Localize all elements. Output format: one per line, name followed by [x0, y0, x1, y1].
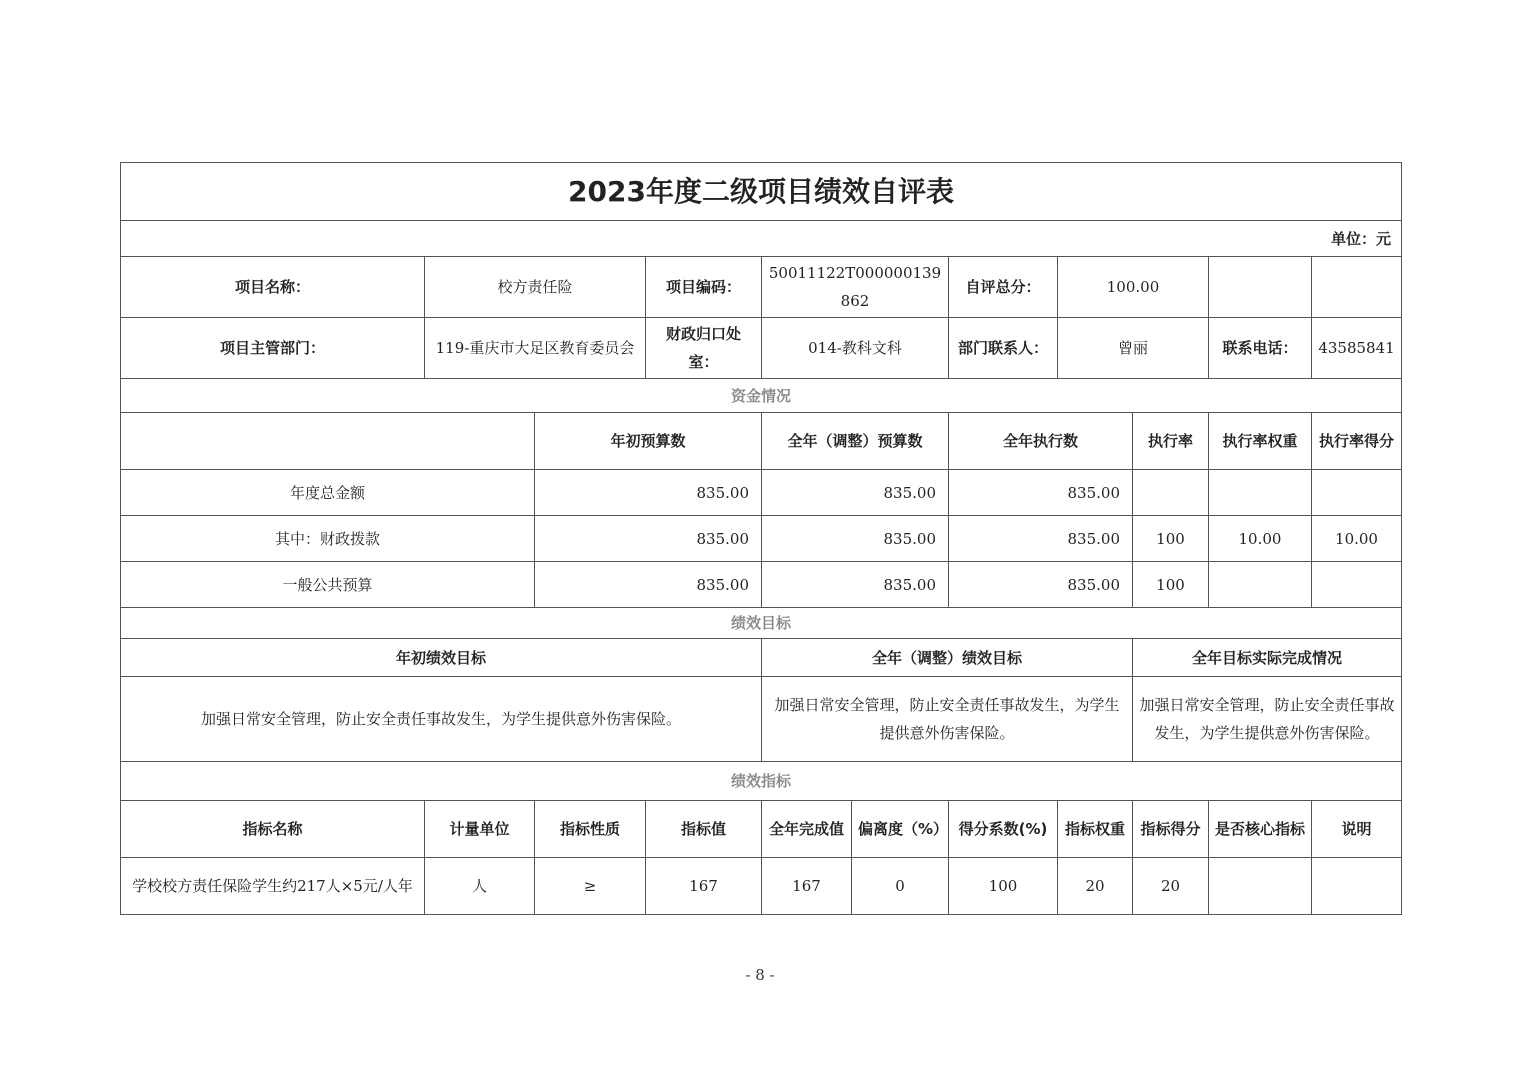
- indicator-name: 学校校方责任保险学生约217人×5元/人年: [121, 858, 425, 915]
- indicator-deviation: 0: [852, 858, 949, 915]
- funds-rate: 100: [1133, 562, 1209, 608]
- funds-weight: [1209, 562, 1312, 608]
- funds-header: 全年（调整）预算数: [762, 413, 949, 470]
- indicator-coef: 100: [949, 858, 1058, 915]
- funds-header: 年初预算数: [535, 413, 762, 470]
- goal-adjusted: 加强日常安全管理，防止安全责任事故发生，为学生提供意外伤害保险。: [762, 677, 1133, 762]
- funds-rate: [1133, 470, 1209, 516]
- indicator-actual: 167: [762, 858, 852, 915]
- indicator-header: 得分系数(%): [949, 801, 1058, 858]
- dept-label: 项目主管部门：: [121, 318, 425, 379]
- funds-row: [121, 516, 1402, 562]
- funds-score: [1312, 470, 1402, 516]
- office-value: 014-教科文科: [762, 318, 949, 379]
- funds-row-name: 一般公共预算: [121, 562, 535, 608]
- indicator-header: 说明: [1312, 801, 1402, 858]
- funds-row-name: 年度总金额: [121, 470, 535, 516]
- empty-cell: [1209, 257, 1312, 318]
- funds-adjusted: 835.00: [762, 516, 949, 562]
- indicator-weight: 20: [1058, 858, 1133, 915]
- goals-header-initial: 年初绩效目标: [121, 639, 762, 677]
- phone-value: 43585841: [1312, 318, 1402, 379]
- indicator-core: [1209, 858, 1312, 915]
- indicator-target: 167: [646, 858, 762, 915]
- indicator-header: 指标权重: [1058, 801, 1133, 858]
- project-code-value: 50011122T000000139862: [762, 257, 949, 318]
- indicator-header: 计量单位: [425, 801, 535, 858]
- office-label: 财政归口处室：: [646, 318, 762, 379]
- funds-section-title: 资金情况: [121, 379, 1402, 413]
- unit-label: 单位：元: [121, 221, 1402, 257]
- indicator-row: [121, 858, 1402, 915]
- funds-row: [121, 562, 1402, 608]
- funds-header: 执行率: [1133, 413, 1209, 470]
- funds-header-blank: [121, 413, 535, 470]
- project-name-label: 项目名称：: [121, 257, 425, 318]
- goals-header-actual: 全年目标实际完成情况: [1133, 639, 1402, 677]
- funds-adjusted: 835.00: [762, 562, 949, 608]
- funds-initial: 835.00: [535, 562, 762, 608]
- indicators-section-title: 绩效指标: [121, 762, 1402, 801]
- indicator-unit: 人: [425, 858, 535, 915]
- indicator-header: 偏离度（%）: [852, 801, 949, 858]
- funds-header: 执行率权重: [1209, 413, 1312, 470]
- indicator-header: 是否核心指标: [1209, 801, 1312, 858]
- empty-cell: [1312, 257, 1402, 318]
- page-title: 2023年度二级项目绩效自评表: [121, 163, 1402, 221]
- goals-section-title: 绩效目标: [121, 608, 1402, 639]
- goals-header-adjusted: 全年（调整）绩效目标: [762, 639, 1133, 677]
- indicator-note: [1312, 858, 1402, 915]
- funds-header: 执行率得分: [1312, 413, 1402, 470]
- contact-value: 曾丽: [1058, 318, 1209, 379]
- project-code-label: 项目编码：: [646, 257, 762, 318]
- goal-initial: 加强日常安全管理，防止安全责任事故发生，为学生提供意外伤害保险。: [121, 677, 762, 762]
- indicator-score: 20: [1133, 858, 1209, 915]
- funds-initial: 835.00: [535, 516, 762, 562]
- funds-executed: 835.00: [949, 516, 1133, 562]
- funds-adjusted: 835.00: [762, 470, 949, 516]
- indicator-header: 指标名称: [121, 801, 425, 858]
- indicator-nature: ≥: [535, 858, 646, 915]
- dept-value: 119-重庆市大足区教育委员会: [425, 318, 646, 379]
- funds-row-name: 其中：财政拨款: [121, 516, 535, 562]
- indicator-header: 全年完成值: [762, 801, 852, 858]
- self-evaluation-table: [120, 162, 1402, 915]
- goal-actual: 加强日常安全管理，防止安全责任事故发生，为学生提供意外伤害保险。: [1133, 677, 1402, 762]
- funds-header: 全年执行数: [949, 413, 1133, 470]
- funds-score: [1312, 562, 1402, 608]
- funds-row: [121, 470, 1402, 516]
- contact-label: 部门联系人：: [949, 318, 1058, 379]
- score-value: 100.00: [1058, 257, 1209, 318]
- score-label: 自评总分：: [949, 257, 1058, 318]
- funds-weight: 10.00: [1209, 516, 1312, 562]
- funds-executed: 835.00: [949, 562, 1133, 608]
- project-name-value: 校方责任险: [425, 257, 646, 318]
- indicator-header: 指标性质: [535, 801, 646, 858]
- funds-score: 10.00: [1312, 516, 1402, 562]
- page-number: - 8 -: [745, 966, 775, 984]
- phone-label: 联系电话：: [1209, 318, 1312, 379]
- funds-executed: 835.00: [949, 470, 1133, 516]
- indicator-header: 指标值: [646, 801, 762, 858]
- funds-initial: 835.00: [535, 470, 762, 516]
- funds-rate: 100: [1133, 516, 1209, 562]
- funds-weight: [1209, 470, 1312, 516]
- indicator-header: 指标得分: [1133, 801, 1209, 858]
